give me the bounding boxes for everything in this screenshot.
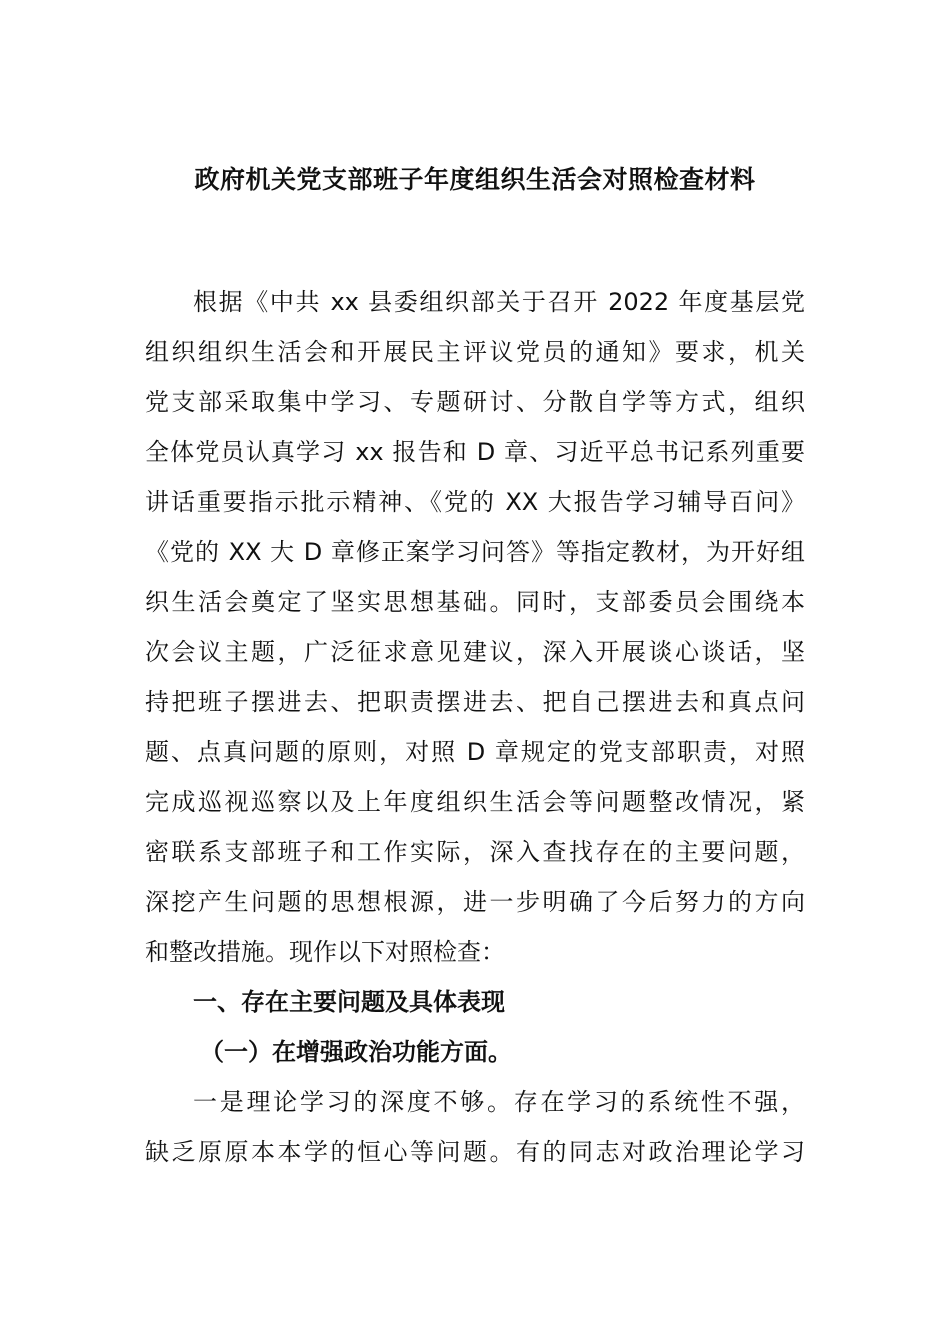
intro-line: 讲话重要指示批示精神、《党的 XX 大报告学习辅导百问》 xyxy=(145,488,805,516)
intro-line: 《党的 XX 大 D 章修正案学习问答》等指定教材，为开好组 xyxy=(145,538,805,566)
intro-line: 密联系支部班子和工作实际，深入查找存在的主要问题， xyxy=(145,838,805,866)
body-line: 一是理论学习的深度不够。存在学习的系统性不强， xyxy=(193,1088,805,1116)
intro-line: 题、点真问题的原则，对照 D 章规定的党支部职责，对照 xyxy=(145,738,805,766)
intro-line: 全体党员认真学习 xx 报告和 D 章、习近平总书记系列重要 xyxy=(145,438,805,466)
intro-line: 完成巡视巡察以及上年度组织生活会等问题整改情况，紧 xyxy=(145,788,805,816)
intro-line: 组织组织生活会和开展民主评议党员的通知》要求，机关 xyxy=(145,338,805,366)
subsection-heading: （一）在增强政治功能方面。 xyxy=(200,1038,512,1066)
intro-line: 次会议主题，广泛征求意见建议，深入开展谈心谈话，坚 xyxy=(145,638,805,666)
intro-line: 和整改措施。现作以下对照检查： xyxy=(145,938,505,966)
body-line: 缺乏原原本本学的恒心等问题。有的同志对政治理论学习 xyxy=(145,1138,805,1166)
intro-line: 深挖产生问题的思想根源，进一步明确了今后努力的方向 xyxy=(145,888,805,916)
document-title: 政府机关党支部班子年度组织生活会对照检查材料 xyxy=(194,165,756,194)
intro-line: 持把班子摆进去、把职责摆进去、把自己摆进去和真点问 xyxy=(145,688,805,716)
intro-line: 织生活会奠定了坚实思想基础。同时，支部委员会围绕本 xyxy=(145,588,805,616)
intro-line: 根据《中共 xx 县委组织部关于召开 2022 年度基层党 xyxy=(193,288,805,316)
section-heading: 一、存在主要问题及具体表现 xyxy=(193,988,505,1016)
intro-line: 党支部采取集中学习、专题研讨、分散自学等方式，组织 xyxy=(145,388,805,416)
